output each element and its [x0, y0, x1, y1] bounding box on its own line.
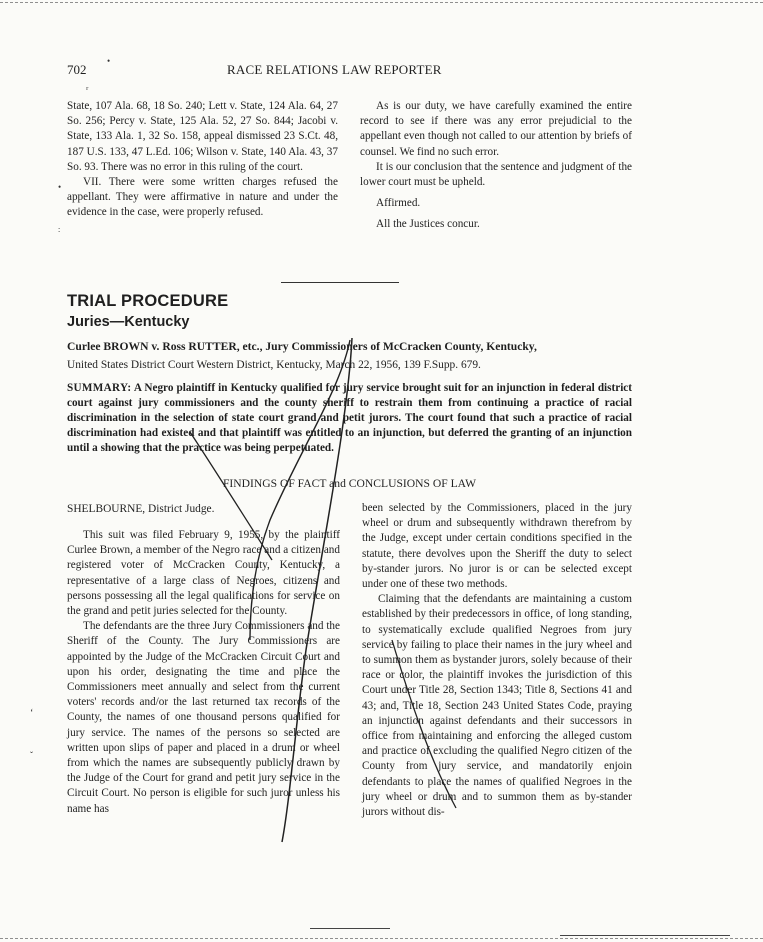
paragraph: All the Justices concur.	[376, 218, 480, 231]
running-head: RACE RELATIONS LAW REPORTER	[227, 62, 442, 77]
bottom-right-column	[362, 501, 632, 820]
summary-text: A Negro plaintiff in Kentucky qualified for jury service brought suit for an injunction in federal district court against jury commissioners and the county sheriff to restrain them from continuing a practice of racial discrimination in the selection of state court grand and petit jurors. The court found that such a practice of racial discrimination had existed and that plaintiff was entitled to an injunction, but deferred the granting of an injunction until a showing that the practice was being perpetuated.	[67, 382, 632, 454]
margin-mark: •	[107, 56, 111, 66]
top-left-column	[67, 99, 338, 221]
margin-mark: •	[58, 182, 62, 192]
scan-line	[560, 935, 730, 936]
summary-label: SUMMARY:	[67, 382, 132, 394]
paragraph: State, 107 Ala. 68, 18 So. 240; Lett v. State, 124 Ala. 64, 27 So. 256; Percy v. State, 125 Ala. 52, 27 So. 844; Jacobi v. State, 133 Ala. 1, 32 So. 158, appeal dismissed 23 S.Ct. 48, 187 U.S. 133, 47 L.Ed. 106; Wilson v. State, 140 Ala. 43, 37 So. 93. There was no error in this ruling of the court.	[67, 100, 338, 173]
margin-mark: ˇ	[30, 750, 33, 760]
scan-line	[310, 928, 390, 929]
paragraph: The defendants are the three Jury Commissioners and the Sheriff of the County. The Jury Commissioners are appointed by the Judge of the McCracken Circuit Court and upon his order, designating the time and place the Commissioners meet annually and select from the current voters' records and/or the last returned tax records of the County, the names of one thousand persons qualified for jury service. The names of the persons so selected are written upon slips of paper and placed in a drum or wheel from which the names are subsequently publicly drawn by the Judge of the Court for grand and petit jury service in the Circuit Court. No person is eligible for such juror unless his name has	[67, 620, 340, 815]
paragraph: Claiming that the defendants are maintaining a custom established by their predecessors in office, of long standing, to systematically exclude qualified Negroes from jury service by failing to place their names in the jury wheel and to summon them as bystander jurors, solely because of their race or color, the plaintiff invokes the jurisdiction of this Court under Title 28, Section 1343; Title 8, Sections 41 and 43; and, Title 18, Section 243 United States Code, praying an injunction against defendants and their successors in office from maintaining and enforcing the alleged custom and practice of excluding the qualified Negro citizen of the County from jury service, and mandatorily enjoin defendants to place the names of qualified Negroes in the jury wheel or drum and to summon them as by-stander jurors without dis-	[362, 593, 632, 819]
top-right-column	[360, 99, 632, 233]
case-summary	[67, 381, 632, 456]
paragraph: VII. There were some written charges refused the appellant. They were affirmative in nature and under the evidence in the case, were properly refused.	[67, 176, 338, 219]
section-title: TRIAL PROCEDURE	[67, 292, 229, 310]
paragraph: It is our conclusion that the sentence and judgment of the lower court must be upheld.	[360, 160, 633, 189]
case-title: Curlee BROWN v. Ross RUTTER, etc., Jury Commissioners of McCracken County, Kentucky,	[67, 340, 537, 353]
scan-bottom-edge	[0, 938, 763, 939]
margin-mark: ʳ	[86, 84, 89, 96]
paragraph: Affirmed.	[376, 197, 421, 210]
margin-mark: :	[58, 225, 61, 234]
margin-mark: ‘	[30, 708, 34, 719]
paragraph: been selected by the Commissioners, placed in the jury wheel or drum and subsequently withdrawn therefrom by the Judge, except under certain conditions specified in the statute, there devolves upon the Sheriff the duty to select by-stander jurors. No juror is or can be selected except under one of these two methods.	[362, 502, 632, 591]
findings-heading: FINDINGS OF FACT and CONCLUSIONS OF LAW	[222, 477, 477, 490]
paragraph: As is our duty, we have carefully examined the entire record to see if there was any error prejudicial to the appellant even though not called to our attention by briefs of counsel. We find no such error.	[360, 100, 632, 158]
court-citation: United States District Court Western District, Kentucky, March 22, 1956, 139 F.Supp. 679.	[67, 359, 481, 371]
paragraph: This suit was filed February 9, 1955, by the plaintiff Curlee Brown, a member of the Negro race and a citizen and registered voter of McCracken County, Kentucky, a representative of a large class of Negroes, citizens and persons possessing all the legal qualifications for service on the grand and petit juries selected for the County.	[67, 529, 340, 618]
page-number: 702	[67, 62, 87, 77]
section-subtitle: Juries—Kentucky	[67, 314, 190, 330]
scan-top-edge	[0, 2, 763, 3]
judge-line: SHELBOURNE, District Judge.	[67, 503, 215, 515]
section-divider	[281, 282, 399, 283]
bottom-left-column	[67, 528, 340, 817]
